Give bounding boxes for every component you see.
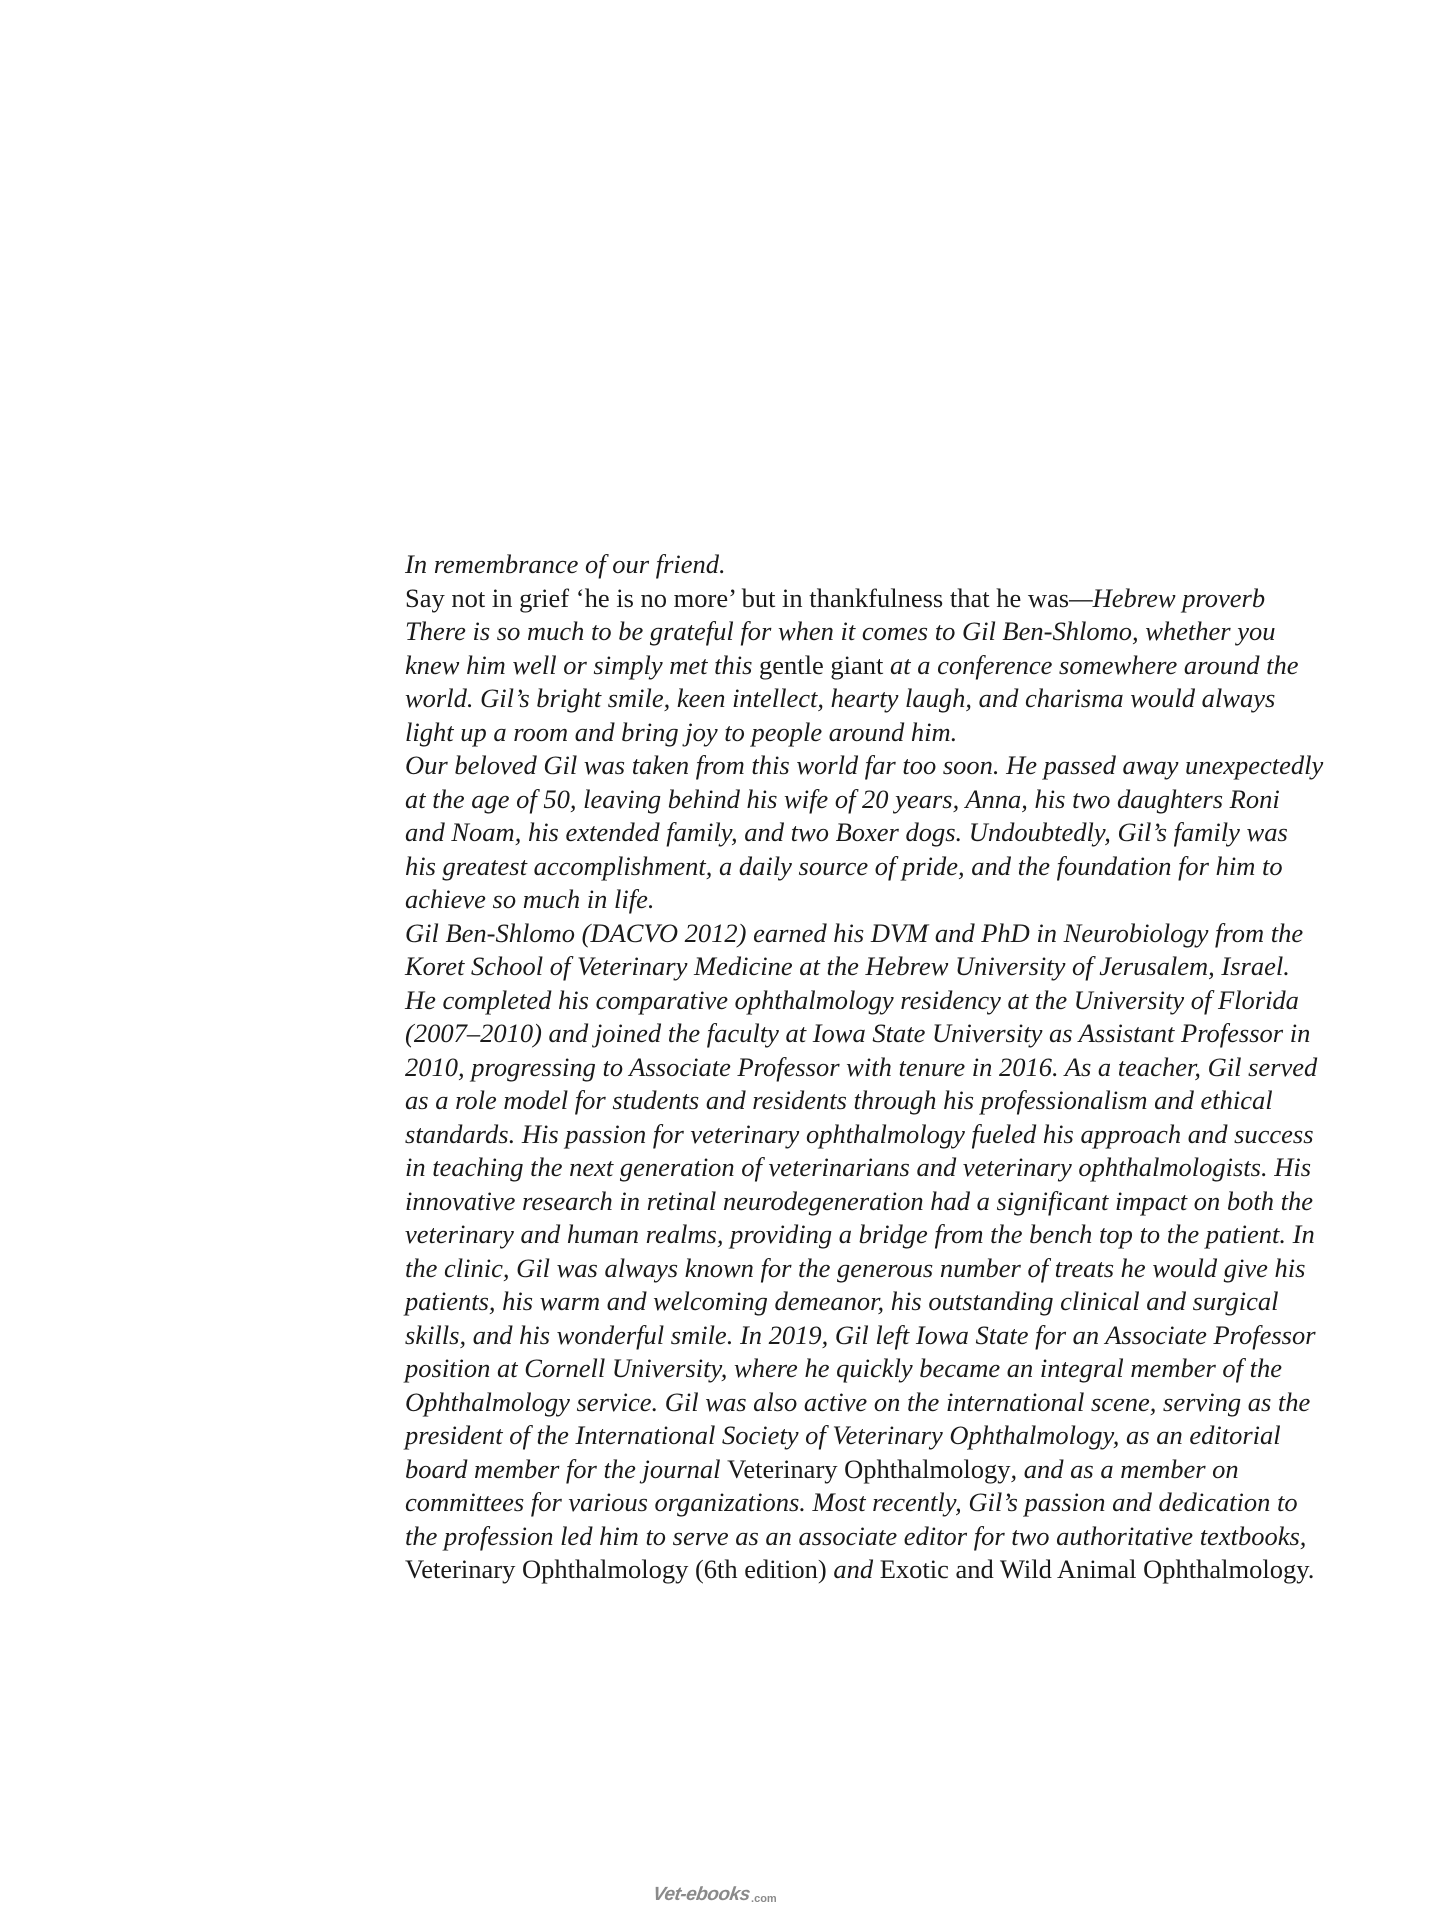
proverb-quote: Say not in grief ‘he is no more’ but in thankfulness that he was: [405, 582, 1070, 613]
proverb-attribution: —Hebrew proverb: [1069, 582, 1266, 613]
gentle-giant-phrase: gentle giant: [759, 649, 884, 680]
watermark-main-text: Vet-ebooks: [651, 1884, 752, 1905]
journal-title: Veterinary Ophthalmology: [727, 1453, 1011, 1484]
proverb: [405, 582, 1325, 616]
paragraph-gratitude: [405, 615, 1325, 749]
watermark-tld-text: .com: [751, 1893, 777, 1905]
paragraph-career-part-a: Gil Ben-Shlomo (DACVO 2012) earned his DVM and PhD in Neurobiology from the Koret School of Veterinary Medicine at the Hebrew University of Jerusalem, Israel. He completed his comparative ophthalmology residency at the University of Florida (2007–2010) and joined the faculty at Iowa State University as Assistant Professor in 2010, progressing to Associate Professor with tenure in 2016. As a teacher, Gil served as a role model for students and residents through his professionalism and ethical standards. His passion for veterinary ophthalmology fueled his approach and success in teaching the next generation of veterinarians and veterinary ophthalmologists. His innovative research in retinal neurodegeneration had a significant impact on both the veterinary and human realms, providing a bridge from the bench top to the patient. In the clinic, Gil was always known for the generous number of treats he would give his patients, his warm and welcoming demeanor, his outstanding clinical and surgical skills, and his wonderful smile. In 2019, Gil left Iowa State for an Associate Professor position at Cornell University, where he quickly became an integral member of the Ophthalmology service. Gil was also active on the international scene, serving as the president of the International Society of Veterinary Ophthalmology, as an editorial board member for the journal: [405, 917, 1318, 1484]
paragraph-career-part-e: and: [826, 1554, 880, 1584]
opening-line: In remembrance of our friend.: [405, 549, 726, 579]
textbook-title-2: Exotic and Wild Animal Ophthalmology.: [879, 1554, 1315, 1584]
paragraph-career: [405, 917, 1325, 1587]
paragraph-gratitude-part-a: There is so much to be grateful for when it comes to Gil Ben-Shlomo, whether you knew him well or simply met this: [405, 616, 1276, 680]
paragraph-career-part-c: , and as a member on committees for various organizations. Most recently, Gil’s passion and dedication to the profession led him to serve as an associate editor for two authoritative textbooks,: [405, 1453, 1307, 1551]
textbook-title-1: Veterinary Ophthalmology (6th edition): [405, 1554, 827, 1584]
dedication-block: [405, 548, 1325, 1587]
watermark-logo: [640, 1884, 790, 1906]
paragraph-gratitude-part-c: at a conference somewhere around the world. Gil’s bright smile, keen intellect, hearty laugh, and charisma would always light up a room and bring joy to people around him.: [405, 649, 1299, 747]
paragraph-family: Our beloved Gil was taken from this world far too soon. He passed away unexpectedly at the age of 50, leaving behind his wife of 20 years, Anna, his two daughters Roni and Noam, his extended family, and two Boxer dogs. Undoubtedly, Gil’s family was his greatest accomplishment, a daily source of pride, and the foundation for him to achieve so much in life.: [405, 750, 1324, 914]
